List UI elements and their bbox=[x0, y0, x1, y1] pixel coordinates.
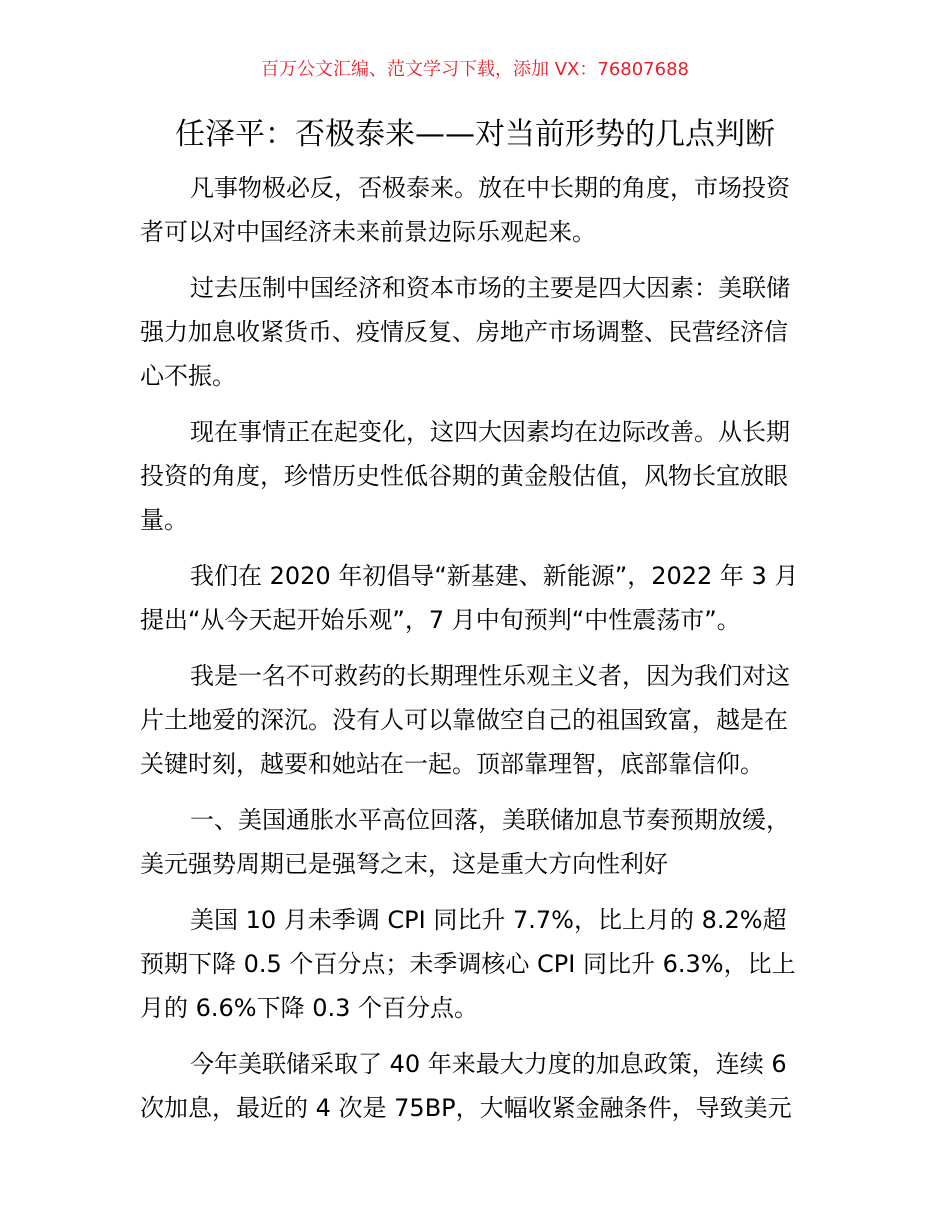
paragraph-line: 预期下降 0.5 个百分点；未季调核心 CPI 同比升 6.3%，比上 bbox=[140, 950, 796, 978]
paragraph-line: 今年美联储采取了 40 年来最大力度的加息政策，连续 6 bbox=[190, 1050, 787, 1078]
paragraph-line: 凡事物极必反，否极泰来。放在中长期的角度，市场投资 bbox=[190, 174, 790, 202]
document-body bbox=[140, 166, 820, 1142]
paragraph-line: 过去压制中国经济和资本市场的主要是四大因素：美联储 bbox=[190, 274, 790, 302]
paragraph-line: 提出“从今天起开始乐观”，7 月中旬预判“中性震荡市”。 bbox=[140, 606, 741, 634]
paragraph-line: 我是一名不可救药的长期理性乐观主义者，因为我们对这 bbox=[190, 662, 790, 690]
paragraph-line: 现在事情正在起变化，这四大因素均在边际改善。从长期 bbox=[190, 418, 790, 446]
paragraph-line: 一、美国通胀水平高位回落，美联储加息节奏预期放缓， bbox=[190, 806, 790, 834]
document-title: 任泽平：否极泰来——对当前形势的几点判断 bbox=[175, 117, 775, 152]
paragraph-line: 关键时刻，越要和她站在一起。顶部靠理智，底部靠信仰。 bbox=[140, 750, 764, 778]
paragraph bbox=[140, 266, 820, 398]
paragraph-line: 投资的角度，珍惜历史性低谷期的黄金般估值，风物长宜放眼 bbox=[140, 462, 788, 490]
paragraph-line: 美元强势周期已是强弩之末，这是重大方向性利好 bbox=[140, 850, 668, 878]
paragraph bbox=[140, 898, 820, 1030]
paragraph-line: 次加息，最近的 4 次是 75BP，大幅收紧金融条件，导致美元 bbox=[140, 1094, 792, 1122]
paragraph bbox=[140, 410, 820, 542]
paragraph-line: 我们在 2020 年初倡导“新基建、新能源”，2022 年 3 月 bbox=[190, 562, 799, 590]
watermark-header: 百万公文汇编、范文学习下载，添加 VX：76807688 bbox=[261, 59, 689, 80]
paragraph-line: 者可以对中国经济未来前景边际乐观起来。 bbox=[140, 218, 596, 246]
paragraph bbox=[140, 554, 820, 642]
paragraph bbox=[140, 798, 820, 886]
paragraph bbox=[140, 1042, 820, 1130]
paragraph bbox=[140, 654, 820, 786]
paragraph-line: 心不振。 bbox=[140, 362, 236, 390]
paragraph-line: 美国 10 月未季调 CPI 同比升 7.7%，比上月的 8.2%超 bbox=[190, 906, 787, 934]
paragraph bbox=[140, 166, 820, 254]
paragraph-line: 片土地爱的深沉。没有人可以靠做空自己的祖国致富，越是在 bbox=[140, 706, 788, 734]
paragraph-line: 量。 bbox=[140, 506, 188, 534]
paragraph-line: 月的 6.6%下降 0.3 个百分点。 bbox=[140, 994, 479, 1022]
paragraph-line: 强力加息收紧货币、疫情反复、房地产市场调整、民营经济信 bbox=[140, 318, 788, 346]
